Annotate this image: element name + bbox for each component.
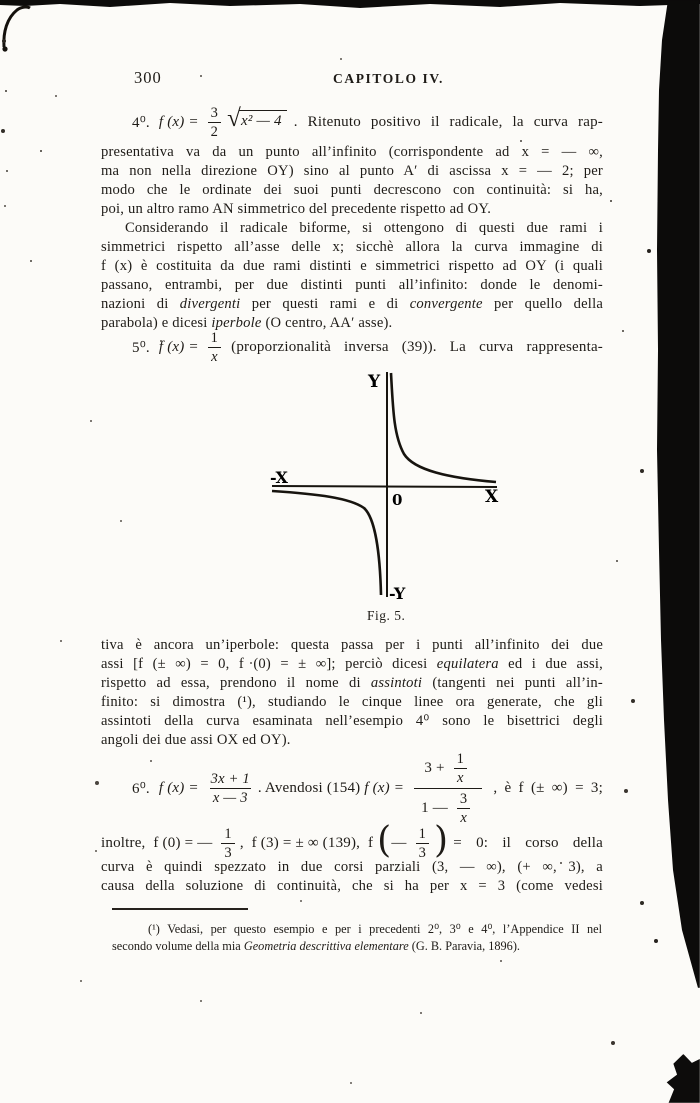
figure-label-y: Y: [368, 372, 381, 392]
paragraph-considerando: [101, 219, 603, 333]
radical-sign: √: [227, 104, 242, 132]
italic-book-title: Geometria descrittiva elementare: [243, 939, 409, 953]
scan-artifact-gutter-shadow: [652, 0, 700, 988]
scan-artifact-pen-mark: [0, 2, 32, 54]
text-segment: inoltre, f (0) = —: [101, 834, 217, 851]
x-axis-line: [272, 486, 497, 487]
figure-caption: Fig. 5.: [367, 608, 406, 623]
text-line: Considerando il radicale biforme, si ottengono di questi due rami i: [125, 220, 603, 236]
text-line: rispetto ad essa, prendono il nome di assintoti (tangenti nei punti all’in-: [101, 675, 603, 691]
radicand: x² — 4: [239, 110, 287, 130]
text-line: presentativa va da un punto all’infinito (corrispondente ad x = — ∞,: [101, 144, 603, 160]
italic-term-divergenti: divergenti: [179, 296, 241, 312]
text-segment: . Avendosi (154): [257, 779, 365, 796]
scan-noise-speckles: [0, 0, 2, 2]
fraction-one-third: $\frac{1}{3}$: [416, 826, 429, 861]
footnote-separator-rule: [112, 908, 248, 910]
italic-term-iperbole: iperbole: [211, 315, 262, 331]
section-5-formula-line: [101, 326, 603, 368]
scan-artifact-corner-blotch: [663, 1054, 700, 1103]
figure-label-x: X: [485, 487, 499, 507]
text-line: (proporzionalità inversa (39)). La curva rappresenta-: [231, 338, 603, 355]
text-line: , è f (± ∞) = 3;: [493, 779, 603, 796]
figure-5-hyperbola-plot: [258, 366, 508, 618]
text-line: nazioni di divergenti per questi rami e di convergente per quello della: [101, 296, 603, 312]
function-notation: f (x) =: [158, 338, 203, 355]
text-line: modo che le ordinate dei suoi punti decrescono con continuità: si ha,: [101, 182, 603, 198]
text-segment: —: [391, 834, 411, 851]
square-root: [227, 104, 287, 135]
italic-term-equilatera: equilatera: [436, 656, 499, 672]
figure-label-origin: 0: [392, 491, 403, 509]
scan-artifact-top-edge: [0, 0, 700, 9]
section-6-formula-line: [101, 748, 603, 828]
fraction-3x1-over-x3: $\frac{3x + 1}{x — 3}$: [210, 770, 250, 806]
section-6-marker: 6⁰.: [132, 780, 150, 797]
text-line: ma non nella direzione OY) sino al punto A′ di ascissa x = — 2; per: [101, 163, 603, 179]
text-line: tiva è ancora un’iperbole: questa passa per i punti all’infinito dei due: [101, 637, 603, 653]
paragraph-tiva: [101, 636, 603, 750]
section-4-formula-line: [101, 101, 603, 143]
paragraph-section-4: [101, 143, 603, 219]
function-notation: f (x) =: [364, 779, 409, 796]
text-line: f (x) è costituita da due rami distinti e simmetrici rispetto ad OY (i quali: [101, 258, 603, 274]
text-line: finito: si dimostra (¹), studiando le cinque linee ora generate, che gli: [101, 694, 603, 710]
fraction-one-over-x: $\frac{1}{x}$: [454, 751, 467, 786]
function-notation: f (x) =: [158, 779, 203, 796]
page-number: 300: [134, 68, 162, 87]
paragraph-inoltre-body: [101, 858, 603, 896]
italic-term-assintoti: assintoti: [370, 675, 423, 691]
text-line: curva è quindi spezzato in due corsi parziali (3, — ∞), (+ ∞, 3), a: [101, 859, 603, 875]
hyperbola-branch-first-quadrant: [391, 373, 496, 482]
text-line: simmetrici rispetto all’asse delle x; sicchè allora la curva immagine di: [101, 239, 603, 255]
text-line: passano, entrambi, per due distinti punti all’infinito: donde le denomi-: [101, 277, 603, 293]
fraction-one-over-x: $\frac{1}{x}$: [208, 330, 221, 365]
italic-term-convergente: convergente: [409, 296, 483, 312]
function-notation: f (x) =: [158, 113, 203, 130]
fraction-one-third: $\frac{1}{3}$: [221, 826, 234, 861]
text-line: causa della soluzione di continuità, che si ha per x = 3 (come vedesi: [101, 878, 603, 894]
text-line: parabola) e dicesi iperbole (O centro, AA′ asse).: [101, 315, 393, 331]
text-line: poi, un altro ramo AN simmetrico del precedente rispetto ad OY.: [101, 201, 492, 217]
compound-fraction: 3 + $\frac{1}{x}$ 1 — $\frac{3}{x}$: [414, 749, 482, 828]
section-4-marker: 4⁰.: [132, 114, 150, 131]
text-line: assi [f (± ∞) = 0, f (0) = ± ∞]; perciò dicesi equilatera ed i due assi,: [101, 656, 603, 672]
figure-label-negy: -Y: [389, 584, 406, 603]
hyperbola-branch-third-quadrant: [272, 491, 381, 595]
footnote-line: (¹) Vedasi, per questo esempio e per i precedenti 2⁰, 3⁰ e 4⁰, l’Appendice II nel: [148, 922, 602, 936]
chapter-header: CAPITOLO IV.: [333, 71, 444, 86]
text-line: = 0: il corso della: [453, 834, 603, 851]
fraction-three-halves: $\frac{3}{2}$: [208, 105, 221, 140]
footnote-line: secondo volume della mia Geometria descrittiva elementare (G. B. Paravia, 1896).: [112, 939, 520, 953]
text-line: . Ritenuto positivo il radicale, la curva rap-: [293, 113, 603, 130]
text-line: assintoti della curva esaminata nell’esempio 4⁰ sono le bisettrici degli: [101, 713, 603, 729]
text-segment: , f (3) = ± ∞ (139), f: [239, 834, 378, 851]
close-paren: ): [434, 819, 449, 861]
figure-label-negx: -X: [270, 468, 288, 487]
section-5-marker: 5⁰.: [132, 339, 150, 356]
open-paren: (: [377, 819, 392, 861]
text-line: angoli dei due assi OX ed OY).: [101, 732, 291, 748]
fraction-three-over-x: $\frac{3}{x}$: [457, 791, 470, 826]
